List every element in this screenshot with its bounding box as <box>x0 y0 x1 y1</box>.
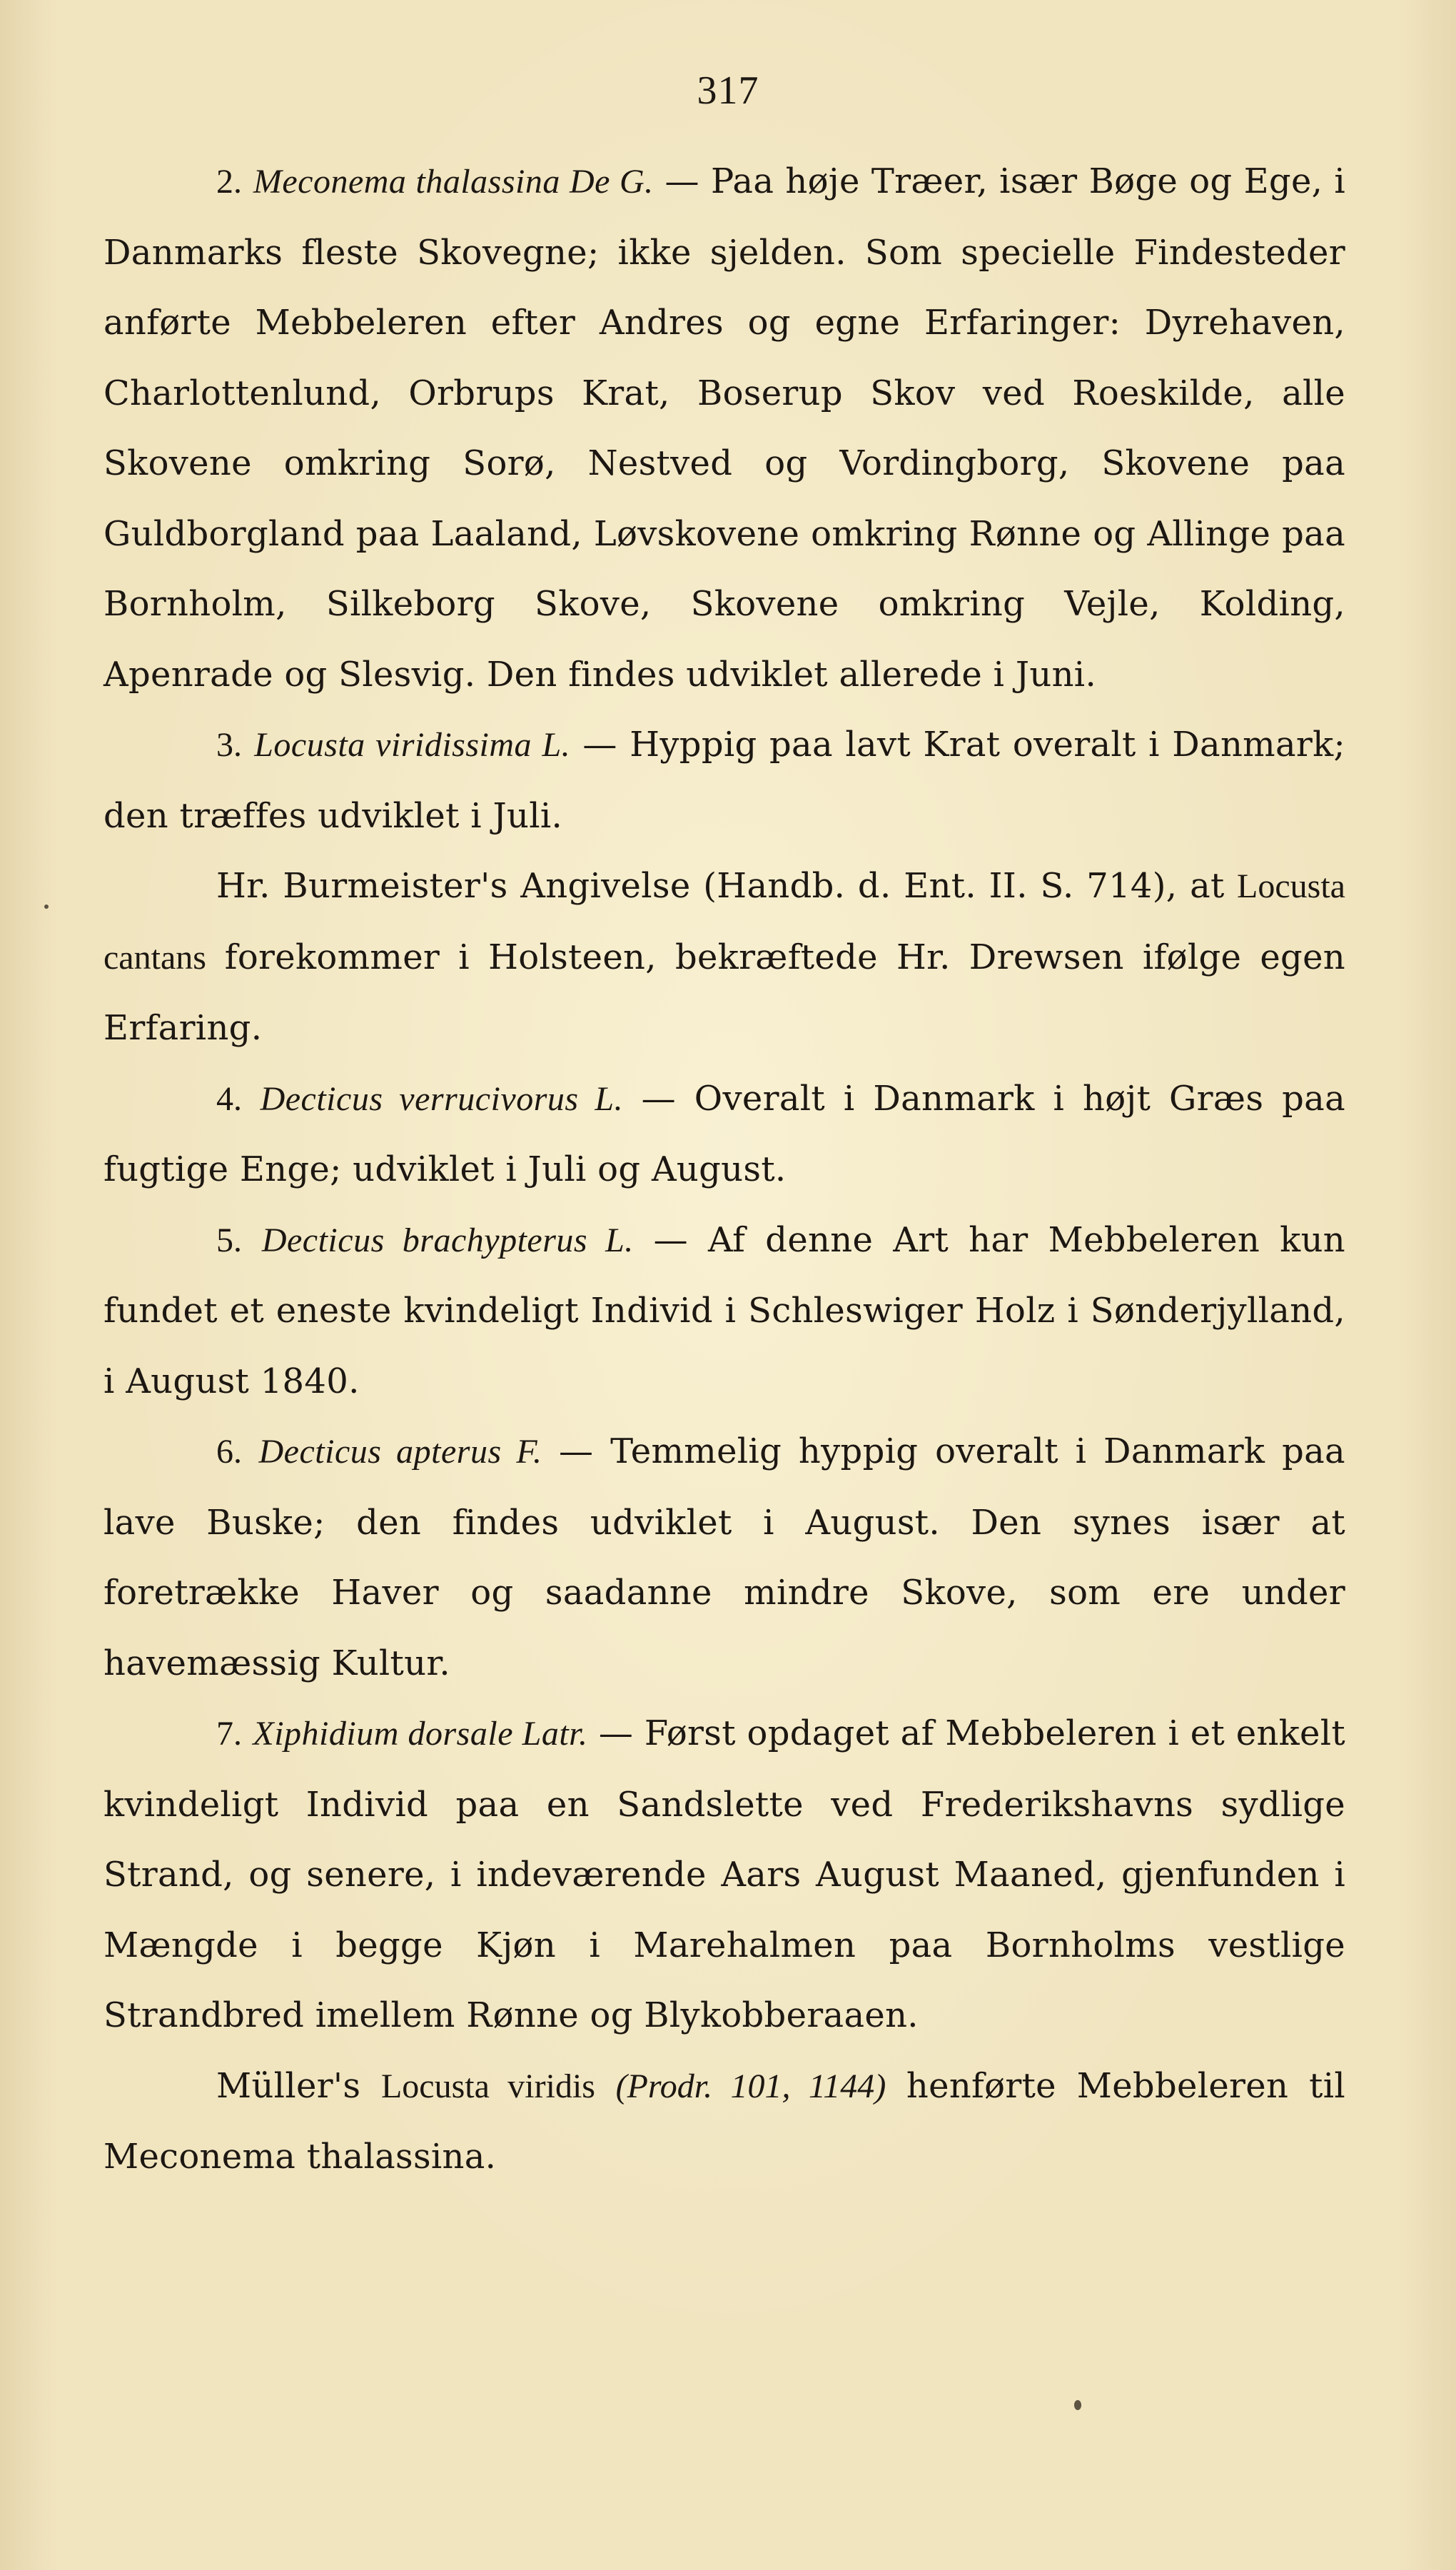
note-text-after: forekommer i Holsteen, bekræftede Hr. Drewsen ifølge egen Erfaring. <box>103 937 1345 1048</box>
species-name: Decticus verrucivorus L. <box>260 1079 624 1118</box>
entry-text: — Overalt i Danmark i højt Græs paa fugtige Enge; udviklet i Juli og August. <box>103 1078 1345 1189</box>
note-muller <box>103 2051 1345 2192</box>
entry-number: 2. <box>216 163 242 201</box>
entry-number: 4. <box>216 1079 242 1118</box>
species-name: Decticus brachypterus L. <box>261 1221 634 1259</box>
entry-number: 6. <box>216 1433 242 1471</box>
note-ref-close: ) <box>874 2067 886 2105</box>
note-author: Müller's <box>216 2065 361 2106</box>
note-latin-name: Locusta viridis <box>380 2067 595 2105</box>
entry-text: — Af denne Art har Mebbeleren kun fundet et eneste kvindeligt Individ i Schleswiger Holz i Sønderjylland, i August 1840. <box>103 1219 1345 1401</box>
entry-number: 7. <box>216 1715 242 1753</box>
note-text-before: Hr. Burmeister's Angivelse (Handb. d. Ent. II. S. 714), at <box>216 866 1225 906</box>
note-text-after: henførte Mebbeleren til Meconema thalassina. <box>103 2065 1346 2177</box>
species-entry-4 <box>103 1064 1345 1205</box>
species-name: Xiphidium dorsale Latr. <box>253 1715 588 1753</box>
species-entry-7 <box>103 1698 1345 2051</box>
species-name: Decticus apterus F. <box>258 1433 542 1471</box>
species-name: Locusta viridissima L. <box>254 726 571 764</box>
ink-speck <box>44 904 49 909</box>
species-entry-2 <box>103 146 1345 710</box>
entry-text: — Temmelig hyppig overalt i Danmark paa lave Buske; den findes udviklet i August. Den synes især at foretrække Haver og saadanne mindre Skove, som ere under havemæssig Kultur. <box>103 1431 1345 1683</box>
ink-speck <box>1074 2400 1081 2410</box>
note-reference: Prodr. 101, 1144 <box>627 2067 875 2105</box>
note-ref-open: ( <box>615 2067 627 2105</box>
note-burmeister <box>103 851 1345 1064</box>
entry-text: — Hyppig paa lavt Krat overalt i Danmark; den træffes udviklet i Juli. <box>103 725 1346 836</box>
entry-text: — Paa høje Træer, især Bøge og Ege, i Danmarks fleste Skovegne; ikke sjelden. Som specielle Findesteder anførte Mebbeleren efter Andres og egne Erfaringer: Dyrehaven, Charlottenlund, Orbrups Krat, Boserup Skov ved Roeskilde, alle Skovene omkring Sorø, Nestved og Vordingborg, Skovene paa Guldborgland paa Laaland, Løvskovene omkring Rønne og Allinge paa Bornholm, Silkeborg Skove, Skovene omkring Vejle, Kolding, Apenrade og Slesvig. Den findes udviklet allerede i Juni. <box>103 161 1345 695</box>
entry-text: — Først opdaget af Mebbeleren i et enkelt kvindeligt Individ paa en Sandslette ved Frederikshavns sydlige Strand, og senere, i indeværende Aars August Maaned, gjenfunden i Mængde i begge Kjøn i Marehalmen paa Bornholms vestlige Strandbred imellem Rønne og Blykobberaaen. <box>103 1713 1346 2035</box>
species-entry-5 <box>103 1205 1345 1417</box>
species-entry-3 <box>103 710 1345 851</box>
note-latin-name: Locusta cantans <box>103 867 1345 977</box>
entry-number: 5. <box>216 1221 242 1259</box>
species-entry-6 <box>103 1416 1345 1698</box>
species-name: Meconema thalassina De G. <box>253 163 654 201</box>
page-text <box>103 146 1345 2192</box>
page-number: 317 <box>697 69 759 113</box>
entry-number: 3. <box>216 726 242 764</box>
